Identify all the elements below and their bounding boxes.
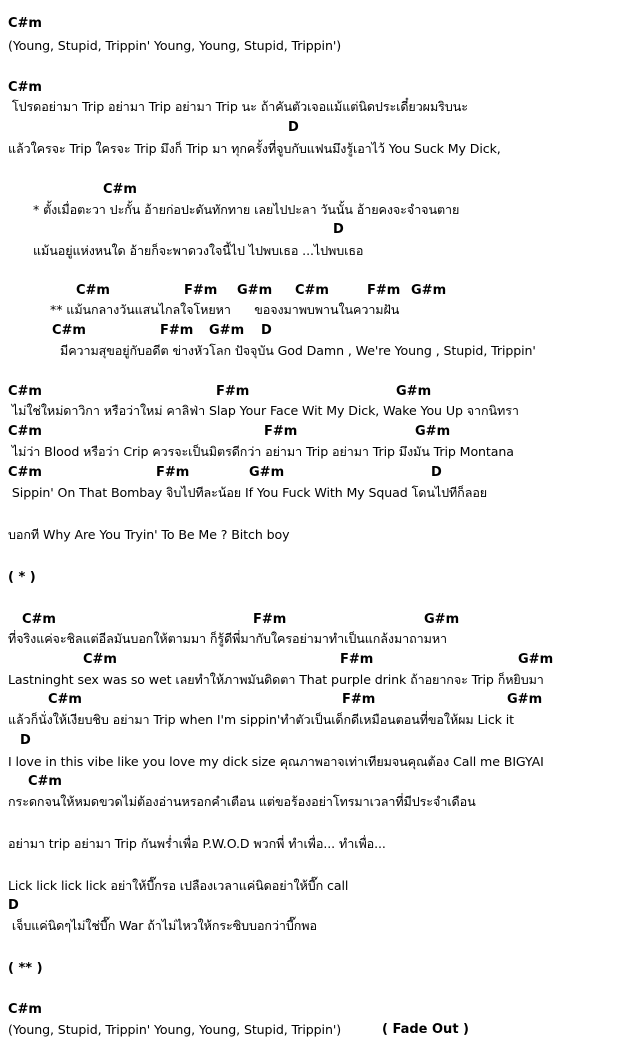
chord: C#m xyxy=(8,16,42,31)
lyric-line: ไม่ใช่ใหม่ดาวิกา หรือว่าใหม่ คาลิฟ่า Slap Your Face Wit My Dick, Wake You Up จากนิทรา xyxy=(8,403,519,418)
chord: D xyxy=(8,898,19,913)
chord: D xyxy=(261,323,272,338)
chord: C#m xyxy=(28,774,62,789)
chord: D xyxy=(431,465,442,480)
lyric-line: I love in this vibe like you love my dick size คุณภาพอาจเท่าเทียมจนคุณต้อง Call me BIGYAI xyxy=(8,754,544,769)
lyric-line: Lick lick lick lick อย่าให้บี๊กรอ เปลืองเวลาแค่นิดอย่าให้บี๊ก call xyxy=(8,878,349,893)
chord: C#m xyxy=(8,384,42,399)
lyric-line: อย่ามา trip อย่ามา Trip กันพร่ำเพื่อ P.W.O.D พวกพี่ ทำเพื่อ... ทำเพื่อ... xyxy=(8,836,386,851)
lyric-line: ไม่ว่า Blood หรือว่า Crip ควรจะเป็นมิตรดีกว่า อย่ามา Trip อย่ามา Trip มึงมัน Trip Montana xyxy=(8,444,514,459)
chord: F#m xyxy=(216,384,250,399)
fade-out-label: ( Fade Out ) xyxy=(382,1022,469,1037)
lyric-line: Lastninght sex was so wet เลยทำให้ภาพมันดิดตา That purple drink ถ้าอยากจะ Trip ก็หยิบมา xyxy=(8,672,544,687)
lyric-line: แม้นอยู่แห่งหนใด อ้ายก็จะพาดวงใจนี้ไป ไปพบเธอ ...ไปพบเธอ xyxy=(33,243,364,258)
chord: D xyxy=(288,120,299,135)
chord: G#m xyxy=(209,323,245,338)
lyric-line: มีความสุขอยู่กับอดีต ข่างหัวโลก ปัจจุบัน God Damn , We're Young , Stupid, Trippin' xyxy=(60,343,536,358)
chord: F#m xyxy=(184,283,218,298)
lyric-line: แล้วใครจะ Trip ใครจะ Trip มึงก็ Trip มา ทุกครั้งที่จูบกับแฟนมึงรู้เอาไว้ You Suck My Dick, xyxy=(8,141,501,156)
chord: F#m xyxy=(367,283,401,298)
section-marker: ( ** ) xyxy=(8,961,43,976)
chord: G#m xyxy=(415,424,451,439)
chord: C#m xyxy=(103,182,137,197)
lyric-line: * ตั้งเมื่อตะวา ปะกั้น อ้ายก่อปะดันทักทาย เลยไปปะลา วันนั้น อ้ายคงจะจำจนตาย xyxy=(33,202,460,217)
chord: C#m xyxy=(22,612,56,627)
chord: C#m xyxy=(76,283,110,298)
chord: D xyxy=(20,733,31,748)
lyric-line: แล้วก็นั่งให้เงียบชิบ อย่ามา Trip when I'm sippin'ทำตัวเป็นเด็กดีเหมือนตอนที่ขอให้ผม Lick it xyxy=(8,712,515,727)
chord: C#m xyxy=(295,283,329,298)
chord: C#m xyxy=(83,652,117,667)
lyric-line: ** แม้นกลางวันแสนไกลใจโหยหา ขอจงมาพบพานในความฝัน xyxy=(50,302,400,317)
lyric-line: กระดกจนให้หมดขวดไม่ต้องอ่านหรอกคำเตือน แต่ขอร้องอย่าโทรมาเวลาที่มีประจำเดือน xyxy=(8,794,476,809)
chord: G#m xyxy=(424,612,460,627)
chord: C#m xyxy=(48,692,82,707)
chord: C#m xyxy=(8,1002,42,1017)
chord: F#m xyxy=(264,424,298,439)
chord: F#m xyxy=(160,323,194,338)
chord: G#m xyxy=(518,652,554,667)
chord: D xyxy=(333,222,344,237)
chord: C#m xyxy=(8,80,42,95)
chord: G#m xyxy=(237,283,273,298)
lyric-line: (Young, Stupid, Trippin' Young, Young, Stupid, Trippin') xyxy=(8,1022,342,1037)
chord: G#m xyxy=(396,384,432,399)
chord: C#m xyxy=(8,465,42,480)
chord: G#m xyxy=(507,692,543,707)
chord: F#m xyxy=(342,692,376,707)
chord: G#m xyxy=(249,465,285,480)
chord: C#m xyxy=(8,424,42,439)
lyric-line: โปรดอย่ามา Trip อย่ามา Trip อย่ามา Trip นะ ถ้าคันตัวเจอแม้แต่นิดประเดี๋ยวผมริบนะ xyxy=(8,99,468,114)
chord: F#m xyxy=(156,465,190,480)
chord: F#m xyxy=(340,652,374,667)
lyric-line: Sippin' On That Bombay จิบไปทีละน้อย If You Fuck With My Squad โดนไปทีก็ลอย xyxy=(8,485,488,500)
lyric-line: ที่จริงแค่จะชิลแต่อีลมันบอกให้ตามมา ก็รู้ดีพี่มากับใครอย่ามาทำเป็นแกล้งมาถามหา xyxy=(8,631,448,646)
section-marker: ( * ) xyxy=(8,570,36,585)
chord: C#m xyxy=(52,323,86,338)
lyric-line: (Young, Stupid, Trippin' Young, Young, Stupid, Trippin') xyxy=(8,38,342,53)
chord: G#m xyxy=(411,283,447,298)
lyric-line: บอกที Why Are You Tryin' To Be Me ? Bitch boy xyxy=(8,527,290,542)
chord: F#m xyxy=(253,612,287,627)
lyric-line: เจ็บแค่นิดๆไม่ใช่บี๊ก War ถ้าไม่ไหวให้กระซิบบอกว่าบี๊กพอ xyxy=(8,918,317,933)
